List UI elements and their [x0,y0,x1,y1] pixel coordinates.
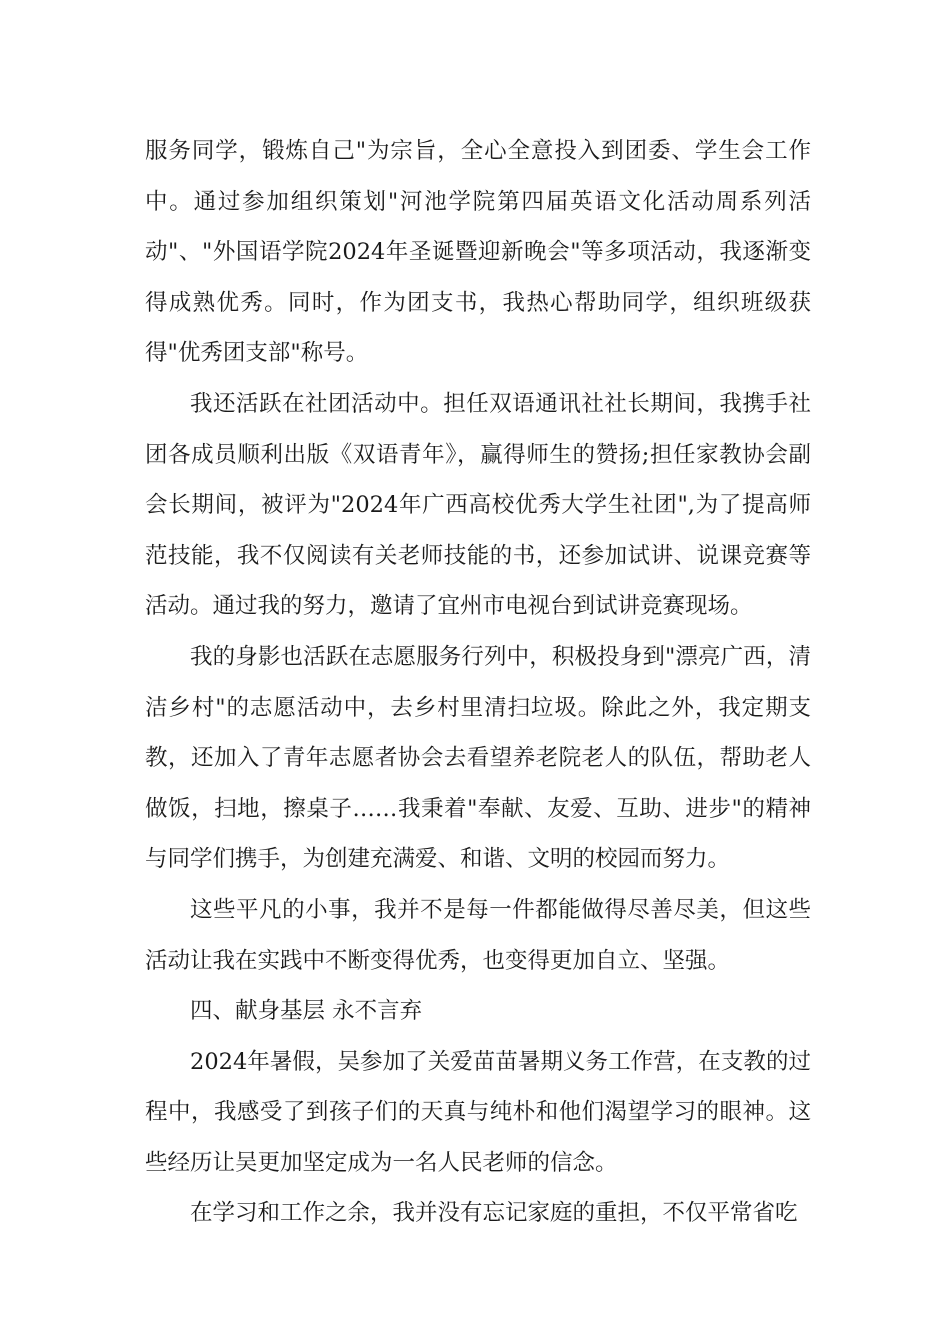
paragraph-3: 我的身影也活跃在志愿服务行列中，积极投身到"漂亮广西，清洁乡村"的志愿活动中，去乡村里清扫垃圾。除此之外，我定期支教，还加入了青年志愿者协会去看望养老院老人的队伍，帮助老人做饭，扫地，擦桌子……我秉着"奉献、友爱、互助、进步"的精神与同学们携手，为创建充满爱、和谐、文明的校园而努力。 [145,643,811,873]
paragraph-4: 这些平凡的小事，我并不是每一件都能做得尽善尽美，但这些活动让我在实践中不断变得优秀，也变得更加自立、坚强。 [145,896,811,974]
paragraph-1: 服务同学，锻炼自己"为宗旨，全心全意投入到团委、学生会工作中。通过参加组织策划"河池学院第四届英语文化活动周系列活动"、"外国语学院2024年圣诞暨迎新晚会"等多项活动，我逐渐变得成熟优秀。同时，作为团支书，我热心帮助同学，组织班级获得"优秀团支部"称号。 [145,138,811,367]
paragraph-5: 2024年暑假，吴参加了关爱苗苗暑期义务工作营，在支教的过程中，我感受了到孩子们的天真与纯朴和他们渴望学习的眼神。这些经历让吴更加坚定成为一名人民老师的信念。 [145,1048,811,1176]
paragraph-2: 我还活跃在社团活动中。担任双语通讯社社长期间，我携手社团各成员顺利出版《双语青年》，赢得师生的赞扬;担任家教协会副会长期间，被评为"2024年广西高校优秀大学生社团",为了提高师范技能，我不仅阅读有关老师技能的书，还参加试讲、说课竞赛等活动。通过我的努力，邀请了宜州市电视台到试讲竞赛现场。 [145,390,811,620]
section-heading: 四、献身基层 永不言弃 [190,998,423,1025]
paragraph-6: 在学习和工作之余，我并没有忘记家庭的重担，不仅平常省吃 [190,1200,798,1227]
document-body [145,126,811,1239]
